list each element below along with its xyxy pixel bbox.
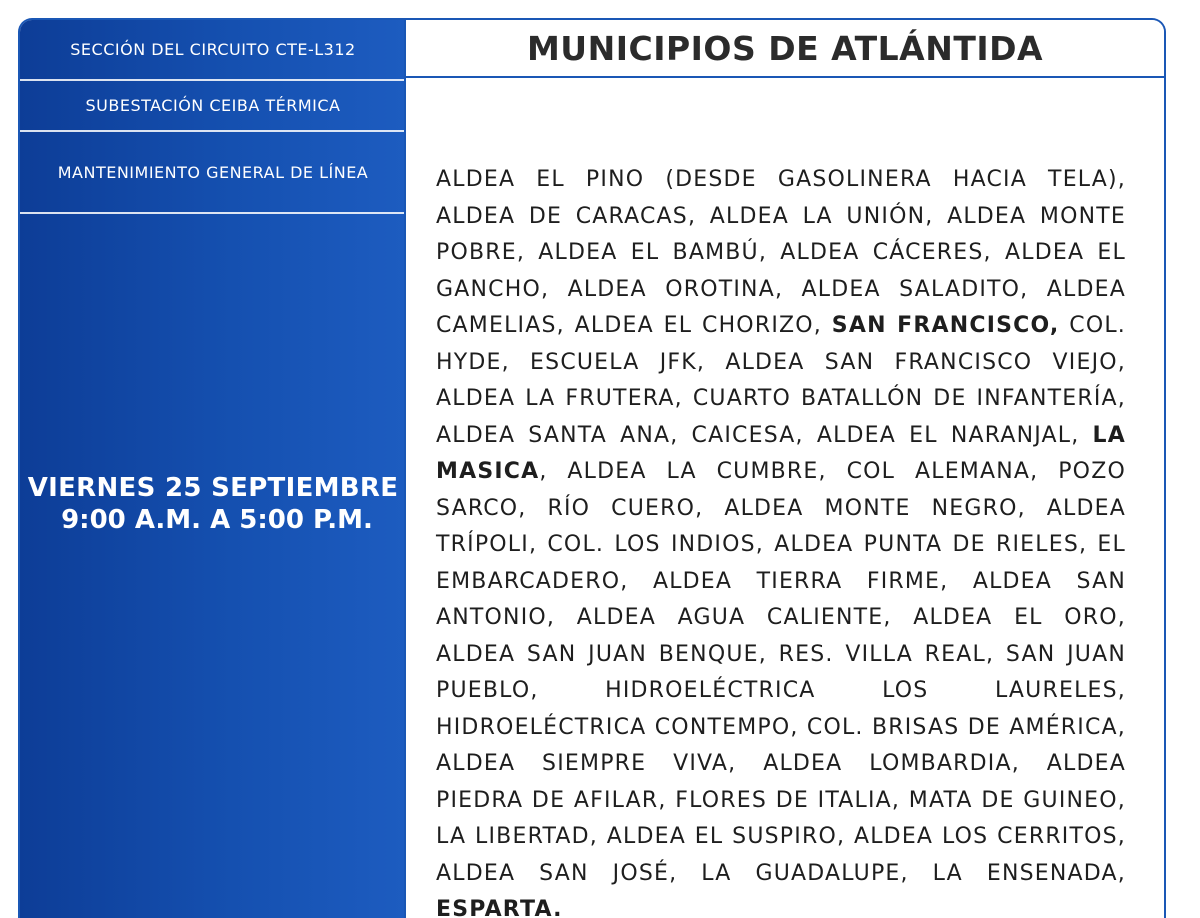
areas-text: ALDEA EL PINO (DESDE GASOLINERA HACIA TELA), ALDEA DE CARACAS, ALDEA LA UNIÓN, ALDEA MONTE POBRE, ALDEA EL BAMBÚ, ALDEA CÁCERES, ALDEA EL GANCHO, ALDEA OROTINA, ALDEA SALADITO, ALDEA CAMELIAS, ALDEA EL CHORIZO, bbox=[436, 167, 1126, 338]
schedule-time: 9:00 A.M. A 5:00 P.M. bbox=[61, 505, 373, 535]
schedule-date: VIERNES 25 SEPTIEMBRE bbox=[27, 473, 399, 503]
circuit-section-label: SECCIÓN DEL CIRCUITO CTE-L312 bbox=[70, 40, 356, 59]
substation-label: SUBESTACIÓN CEIBA TÉRMICA bbox=[85, 95, 341, 115]
highlighted-area: ESPARTA. bbox=[436, 897, 563, 918]
title-bar bbox=[406, 20, 1164, 78]
panel-divider bbox=[404, 20, 406, 918]
highlighted-area: LA MASICA bbox=[436, 422, 1126, 484]
notice-card bbox=[18, 18, 1166, 918]
municipalities-panel bbox=[406, 20, 1164, 918]
divider bbox=[20, 212, 406, 214]
schedule-block bbox=[20, 472, 406, 536]
page-title: MUNICIPIOS DE ATLÁNTIDA bbox=[526, 28, 1044, 68]
work-type-label: MANTENIMIENTO GENERAL DE LÍNEA bbox=[57, 162, 369, 182]
areas-text: , ALDEA LA CUMBRE, COL ALEMANA, POZO SARCO, RÍO CUERO, ALDEA MONTE NEGRO, ALDEA TRÍPOLI, COL. LOS INDIOS, ALDEA PUNTA DE RIELES, EL EMBARCADERO, ALDEA TIERRA FIRME, ALDEA SAN ANTONIO, ALDEA AGUA CALIENTE, ALDEA EL ORO, ALDEA SAN JUAN BENQUE, RES. VILLA REAL, SAN JUAN PUEBLO, HIDROELÉCTRICA LOS LAURELES, HIDROELÉCTRICA CONTEMPO, COL. BRISAS DE AMÉRICA, ALDEA SIEMPRE VIVA, ALDEA LOMBARDIA, ALDEA PIEDRA DE AFILAR, FLORES DE ITALIA, MATA DE GUINEO, LA LIBERTAD, ALDEA EL SUSPIRO, ALDEA LOS CERRITOS, ALDEA SAN JOSÉ, LA GUADALUPE, LA ENSENADA, bbox=[436, 459, 1126, 886]
left-info-panel bbox=[20, 20, 406, 918]
areas-text: COL. HYDE, ESCUELA JFK, ALDEA SAN FRANCISCO VIEJO, ALDEA LA FRUTERA, CUARTO BATALLÓN DE INFANTERÍA, ALDEA SANTA ANA, CAICESA, ALDEA EL NARANJAL, bbox=[436, 313, 1126, 448]
highlighted-area: SAN FRANCISCO, bbox=[831, 313, 1060, 338]
affected-areas-list bbox=[436, 162, 1126, 918]
